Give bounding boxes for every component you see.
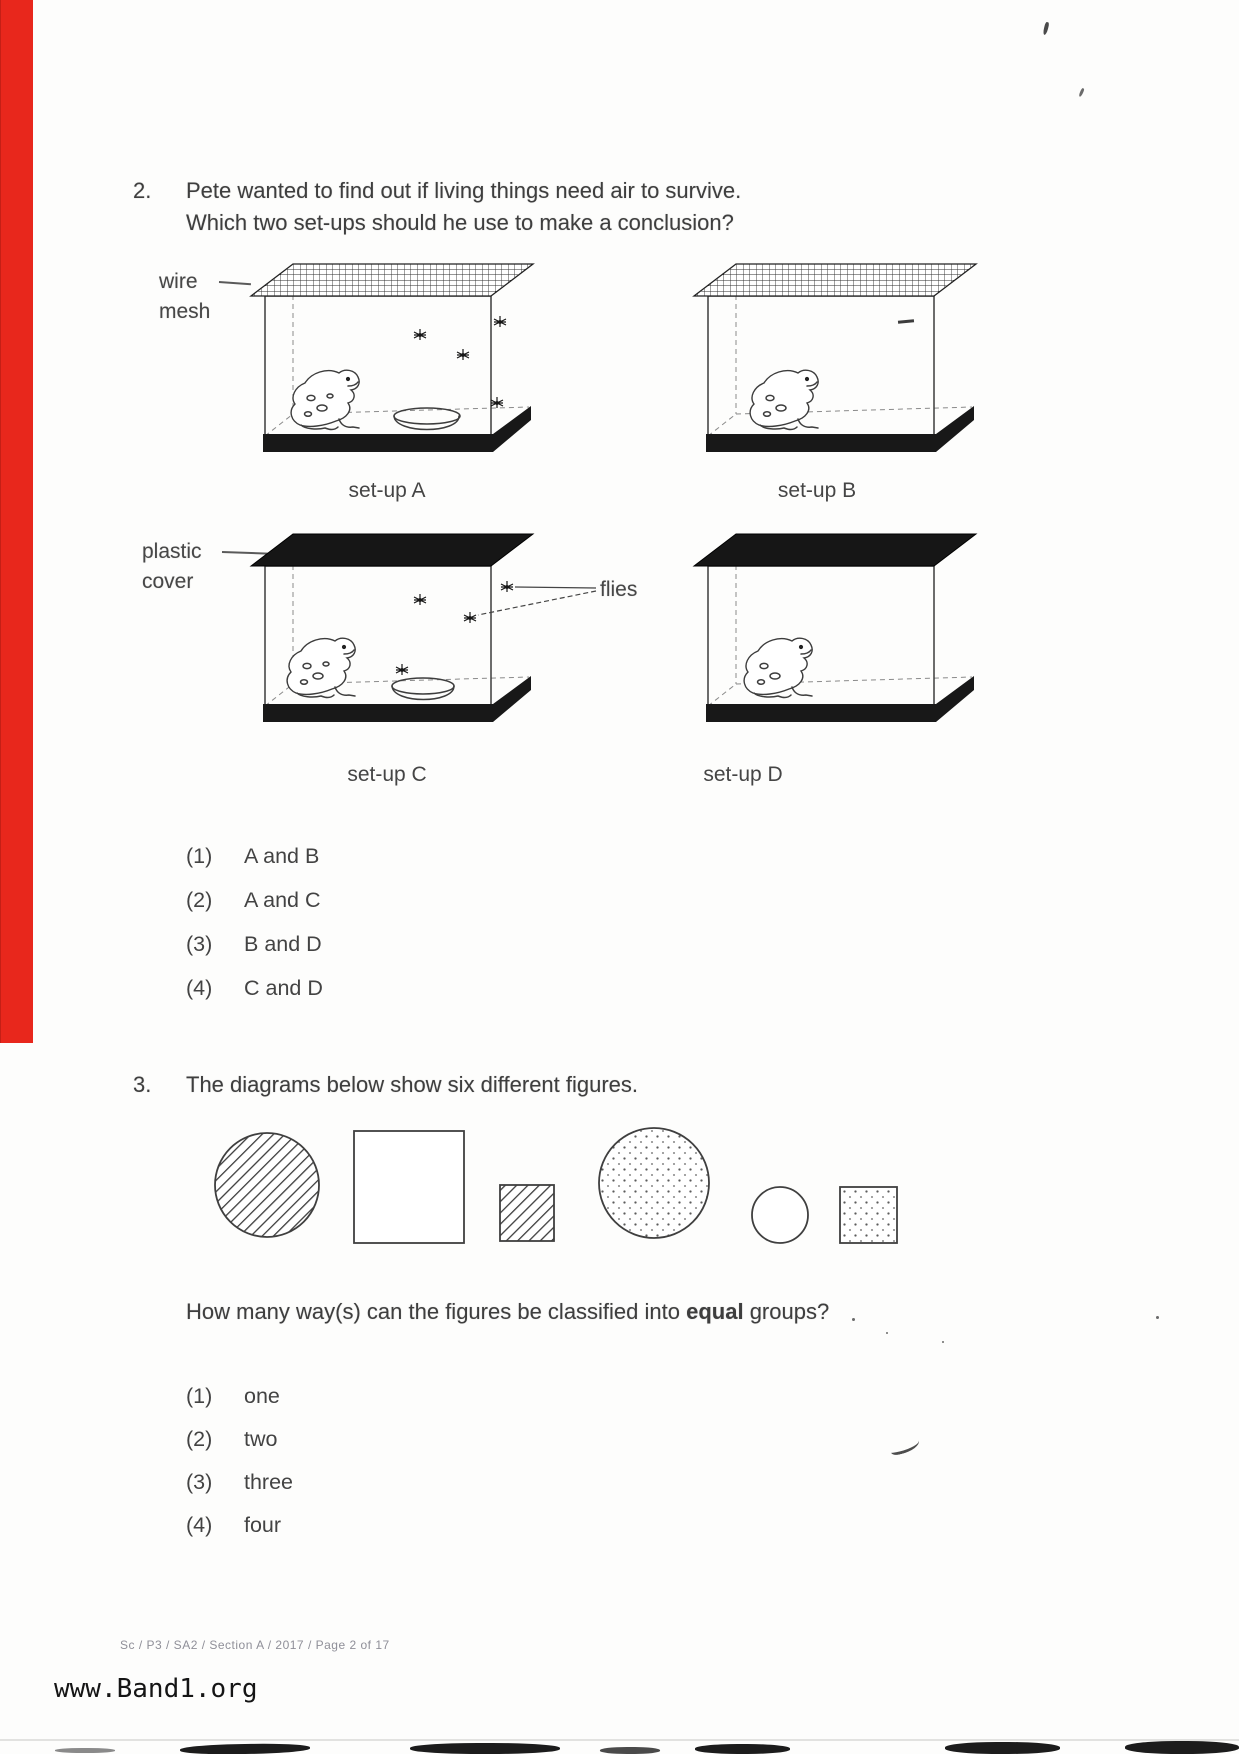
option-number: (1) [186, 844, 213, 868]
plastic-cover-lid [251, 534, 533, 566]
option-label: three [244, 1470, 294, 1494]
flies-pointer-lines [478, 587, 596, 615]
frog [287, 638, 355, 697]
figure-small-plain-circle [752, 1187, 808, 1243]
setup-a-diagram [235, 258, 535, 470]
wire-mesh-label-line1: wire [159, 270, 198, 293]
option-number: (1) [186, 1384, 213, 1408]
scan-red-strip [0, 0, 33, 1043]
option-number: (2) [186, 1427, 213, 1451]
option-label: C and D [244, 976, 323, 1000]
scan-artifact [695, 1744, 790, 1754]
prompt-text: How many way(s) can the figures be classified into [186, 1299, 687, 1324]
scan-artifact [1125, 1741, 1239, 1754]
figures-diagram [182, 1123, 982, 1258]
option-row [186, 888, 323, 932]
prompt-bold-word: equal [686, 1299, 744, 1324]
scan-artifact [886, 1332, 888, 1334]
footer-reference: Sc / P3 / SA2 / Section A / 2017 / Page 2 of 17 [120, 1638, 390, 1652]
scan-artifact [55, 1748, 115, 1753]
option-label: A and C [244, 888, 321, 912]
pencil-mark [889, 1437, 921, 1457]
water-dish [394, 408, 460, 430]
wire-mesh-lid [251, 264, 533, 296]
option-row [186, 1470, 293, 1513]
plastic-cover-lid [694, 534, 976, 566]
frog [291, 370, 359, 429]
option-row [186, 1384, 293, 1427]
question-2-number: 2. [133, 178, 152, 203]
figure-small-hatched-square [500, 1185, 554, 1241]
setup-b-diagram [678, 258, 978, 470]
frog [750, 370, 818, 429]
option-label: B and D [244, 932, 322, 956]
option-row [186, 932, 323, 976]
question-2-text-line1: Pete wanted to find out if living things need air to survive. [186, 178, 742, 203]
figure-large-dotted-circle [599, 1128, 709, 1238]
website-watermark: www.Band1.org [54, 1674, 258, 1704]
scan-artifact [410, 1743, 560, 1754]
option-row [186, 1427, 293, 1470]
setup-a-caption: set-up A [348, 479, 426, 502]
scan-artifact [1042, 22, 1049, 36]
frog [744, 638, 812, 697]
option-label: two [244, 1427, 278, 1451]
wire-mesh-label-line2: mesh [159, 300, 211, 323]
flies [396, 581, 513, 675]
option-number: (3) [186, 932, 213, 956]
flies-label: flies [600, 578, 638, 601]
scan-artifact [0, 1739, 1239, 1741]
scan-artifact [180, 1743, 310, 1754]
scan-artifact [942, 1341, 944, 1343]
question-3-options [186, 1384, 293, 1556]
question-2-text-line2: Which two set-ups should he use to make a conclusion? [186, 210, 734, 235]
option-number: (2) [186, 888, 213, 912]
option-label: one [244, 1384, 280, 1408]
plastic-cover-label-line1: plastic [142, 540, 202, 563]
setup-c-caption: set-up C [347, 763, 427, 786]
wire-mesh-lid [694, 264, 976, 296]
question-3-number: 3. [133, 1072, 152, 1097]
figure-large-hatched-circle [215, 1133, 319, 1237]
scan-artifact [600, 1747, 660, 1754]
setup-c-diagram [235, 528, 615, 740]
setup-d-diagram [678, 528, 978, 740]
figure-small-dotted-square [840, 1187, 897, 1243]
option-label: four [244, 1513, 282, 1537]
option-number: (4) [186, 976, 213, 1000]
setup-d-caption: set-up D [703, 763, 783, 786]
plastic-cover-label-line2: cover [142, 570, 194, 593]
option-label: A and B [244, 844, 320, 868]
question-3-intro: The diagrams below show six different figures. [186, 1072, 639, 1097]
scan-artifact [945, 1742, 1060, 1754]
scan-artifact [1156, 1316, 1159, 1319]
option-number: (4) [186, 1513, 213, 1537]
figure-large-plain-square [354, 1131, 464, 1243]
option-row [186, 844, 323, 888]
question-2-options [186, 844, 323, 1020]
scan-artifact [852, 1318, 855, 1321]
prompt-text: groups? [743, 1299, 830, 1324]
setup-b-caption: set-up B [777, 479, 857, 502]
option-row [186, 1513, 293, 1556]
option-row [186, 976, 323, 1020]
scan-artifact [1078, 88, 1084, 97]
option-number: (3) [186, 1470, 213, 1494]
flies [414, 316, 506, 408]
question-3-prompt [186, 1297, 1006, 1327]
